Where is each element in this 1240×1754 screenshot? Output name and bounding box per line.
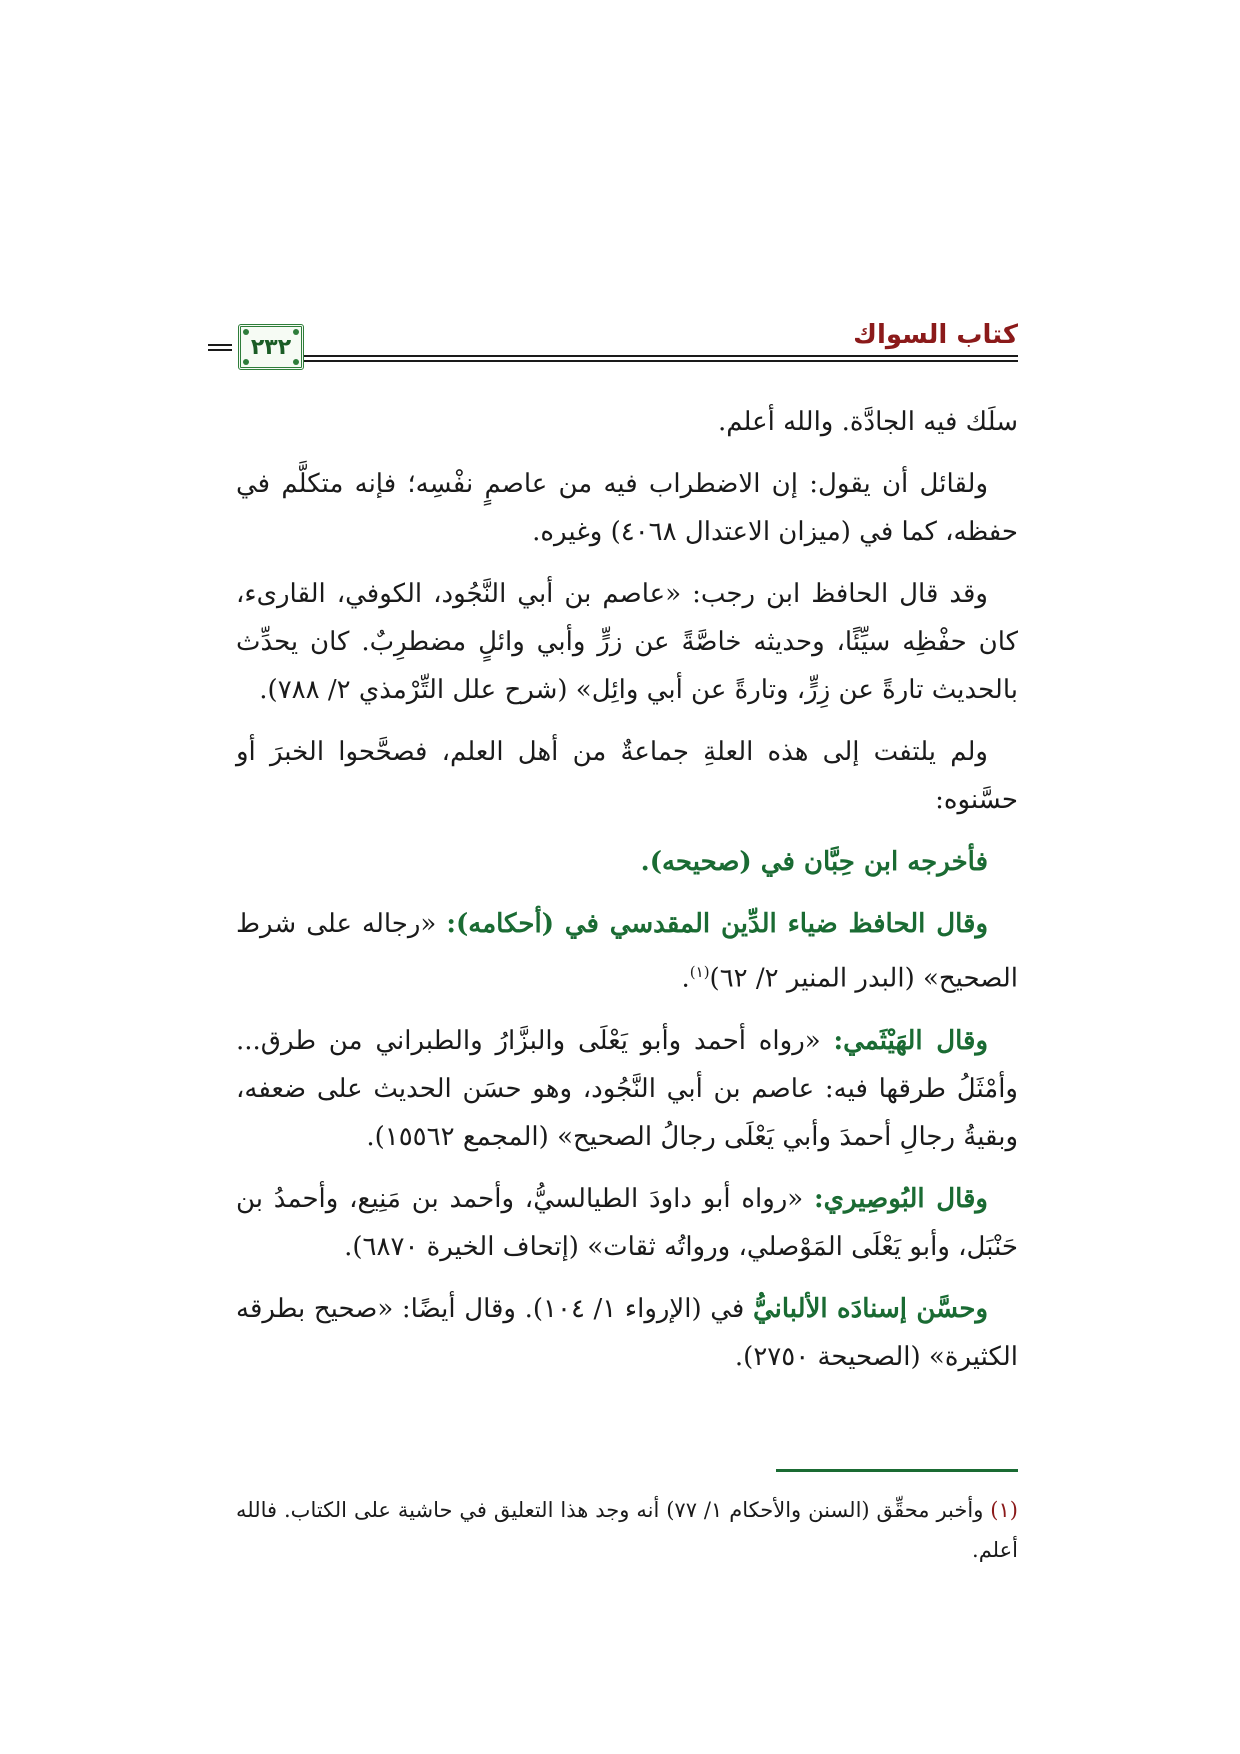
highlighted-phrase: فأخرجه ابن حِبَّان في (صحيحه). [640,847,988,877]
footnote-number: (١) [990,1498,1018,1522]
paragraph: ولم يلتفت إلى هذه العلةِ جماعةٌ من أهل العلم، فصحَّحوا الخبرَ أو حسَّنوه: [236,737,1018,815]
page-header [236,318,1018,378]
paragraph: وقال الحافظ ضياء الدِّين المقدسي في (أحكامه): «رجاله على شرط الصحيح» (البدر المنير ٢/ ٦٢)$^{(١)}$. [236,909,1018,994]
paragraph [236,838,1018,886]
quoted-text: «رواه أحمد وأبو يَعْلَى والبزَّارُ والطبراني من طرق... وأمْثَلُ طرقها فيه: عاصم بن أبي النَّجُود، وهو حسَن الحديث على ضعفه، وبقيةُ رجالِ أحمدَ وأبي يَعْلَى رجالُ الصحيح» (المجمع ١٥٥٦٢). [236,1025,1018,1152]
paragraph: ولقائل أن يقول: إن الاضطراب فيه من عاصمٍ نفْسِه؛ فإنه متكلَّم في حفظه، كما في (ميزان الاعتدال ٤٠٦٨) وغيره. [236,469,1018,547]
highlighted-phrase: وقال الحافظ ضياء الدِّين المقدسي في (أحكامه): [446,909,989,939]
footnote-divider [776,1469,1018,1472]
footnote-marker[interactable]: (١) [689,963,710,981]
footnote-text: وأخبر محقِّق (السنن والأحكام ١/ ٧٧) أنه وجد هذا التعليق في حاشية على الكتاب. فالله أعلم. [236,1498,1018,1562]
header-divider-short [208,344,232,346]
quoted-text: «رواه أبو داودَ الطيالسيُّ، وأحمد بن مَنِيع، وأحمدُ بن حَنْبَل، وأبو يَعْلَى المَوْصلي، ورواتُه ثقات» (إتحاف الخيرة ٦٨٧٠). [236,1183,1018,1262]
paragraph [236,1017,1018,1161]
page-number-badge [238,324,304,370]
header-divider [304,355,1018,357]
book-title: كتاب السواك [853,320,1018,350]
main-text [236,398,1018,1395]
page-number: ٢٣٢ [250,334,292,360]
footnote [236,1490,1018,1570]
paragraph [236,1175,1018,1271]
highlighted-phrase: وقال البُوصِيري: [814,1183,988,1214]
quoted-text: «رجاله على شرط الصحيح» (البدر المنير ٢/ ٦٢) [236,909,1018,994]
paragraph: سلَك فيه الجادَّة. والله أعلم. [717,407,1018,437]
highlighted-phrase: وحسَّن إسنادَه الألبانيُّ [752,1293,989,1324]
highlighted-phrase: وقال الهَيْثَمي: [833,1025,989,1056]
paragraph: وقد قال الحافظ ابن رجب: «عاصم بن أبي النَّجُود، الكوفي، القارىء، كان حفْظِه سيِّئًا، وحديثه خاصَّةً عن زرٍّ وأبي وائلٍ مضطرِبٌ. كان يحدِّث بالحديث تارةً عن زِرٍّ، وتارةً عن أبي وائِل» (شرح علل التِّرْمذي ٢/ ٧٨٨). [236,579,1018,705]
quoted-text: في (الإرواء ١/ ١٠٤). وقال أيضًا: «صحيح بطرقه الكثيرة» (الصحيحة ٢٧٥٠). [236,1293,1018,1372]
paragraph [236,1285,1018,1381]
